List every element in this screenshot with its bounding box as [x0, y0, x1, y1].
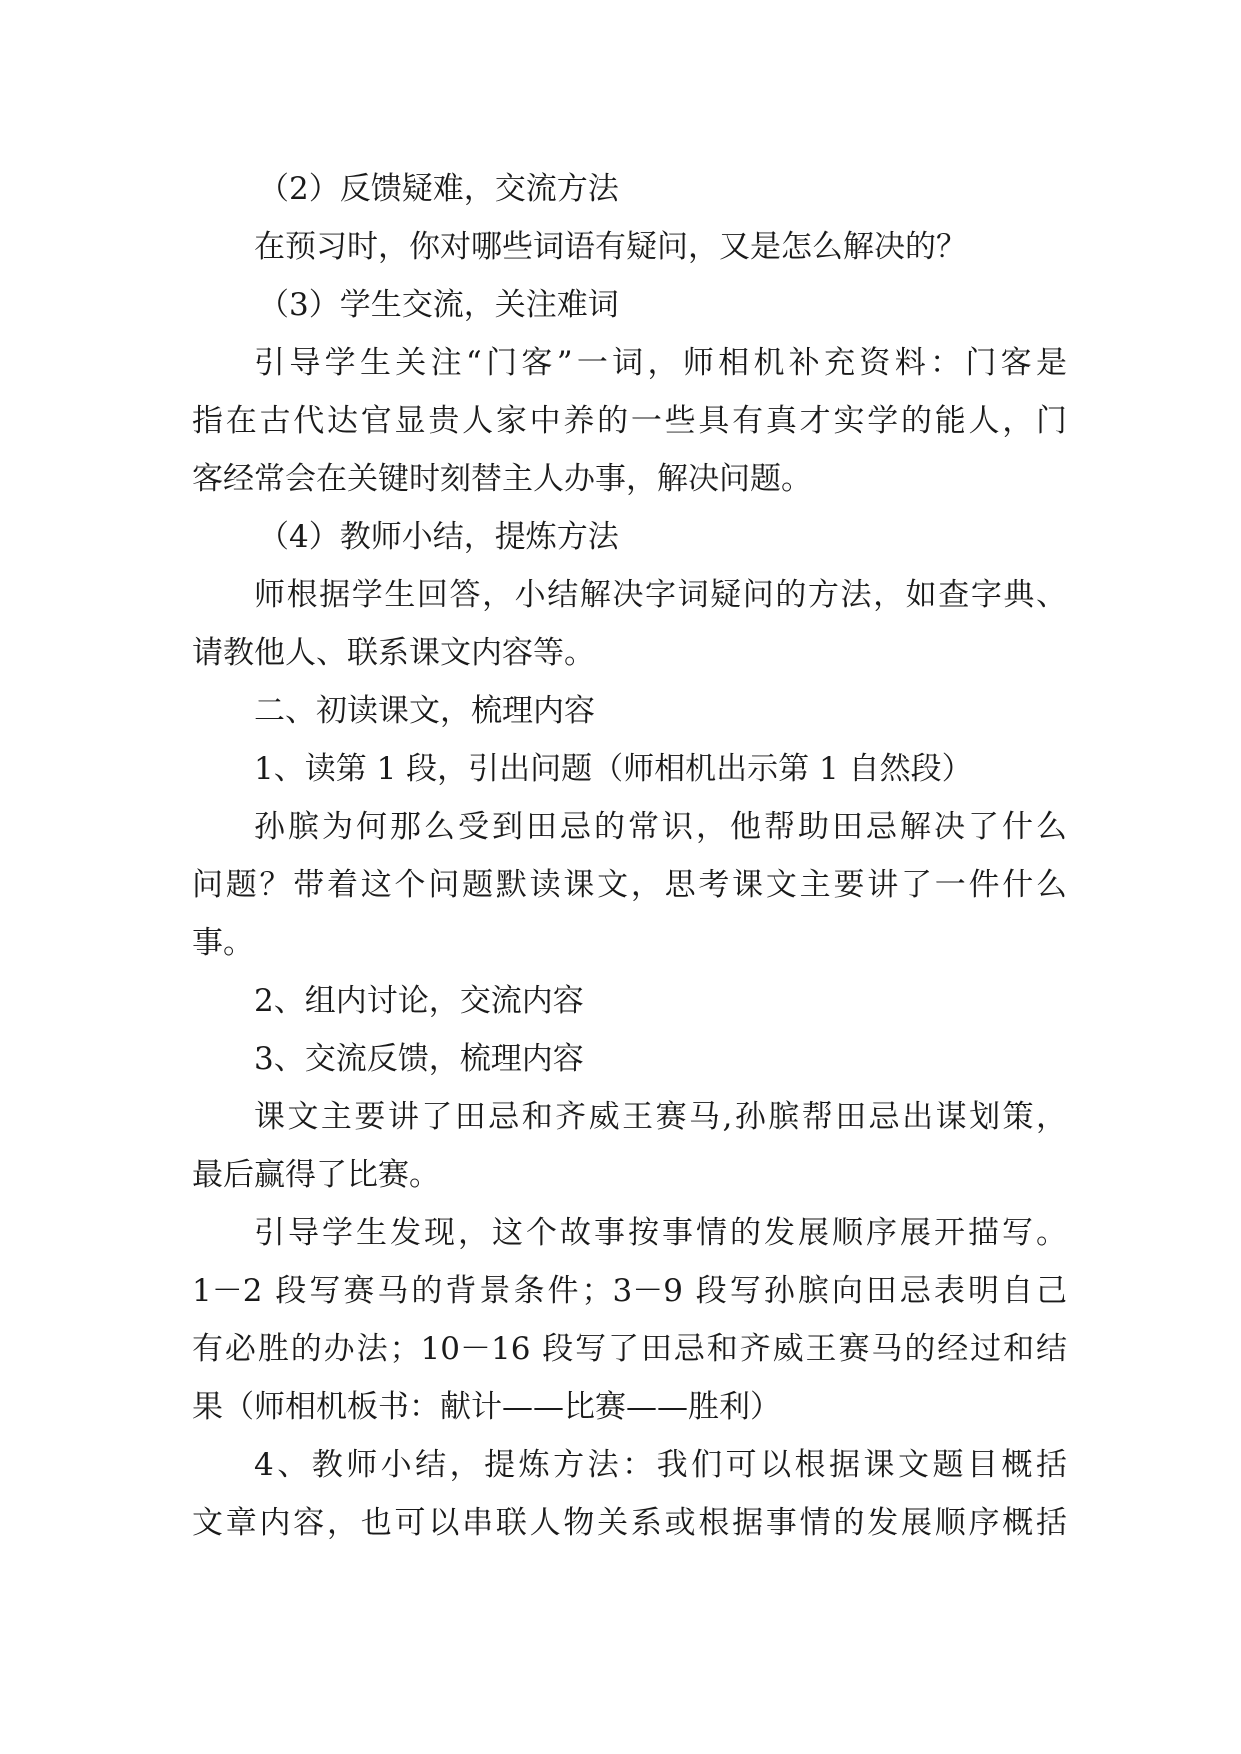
paragraph-line: 问题？带着这个问题默读课文，思考课文主要讲了一件什么	[192, 867, 1067, 903]
paragraph-line: 指在古代达官显贵人家中养的一些具有真才实学的能人，门	[192, 403, 1067, 439]
paragraph-line: 果（师相机板书：献计——比赛——胜利）	[192, 1389, 781, 1425]
paragraph-line: 事。	[192, 925, 254, 961]
step-heading-feedback: 3、交流反馈，梳理内容	[254, 1041, 584, 1077]
paragraph-line: 在预习时，你对哪些词语有疑问，又是怎么解决的？	[254, 229, 967, 265]
paragraph-line: 1－2 段写赛马的背景条件；3－9 段写孙膑向田忌表明自己	[192, 1273, 1067, 1309]
subheading-exchange: （3）学生交流，关注难词	[258, 287, 619, 323]
paragraph-line: 引导学生发现，这个故事按事情的发展顺序展开描写。	[254, 1215, 1067, 1251]
paragraph-line: 文章内容，也可以串联人物关系或根据事情的发展顺序概括	[192, 1505, 1067, 1541]
step-heading-teacher-summary: 4、教师小结，提炼方法：我们可以根据课文题目概括	[254, 1447, 1067, 1483]
subheading-feedback: （2）反馈疑难，交流方法	[258, 171, 619, 207]
paragraph-line: 客经常会在关键时刻替主人办事，解决问题。	[192, 461, 812, 497]
paragraph-line: 课文主要讲了田忌和齐威王赛马,孙膑帮田忌出谋划策，	[254, 1099, 1067, 1135]
paragraph-line: 孙膑为何那么受到田忌的常识，他帮助田忌解决了什么	[254, 809, 1067, 845]
paragraph-line: 有必胜的办法；10－16 段写了田忌和齐威王赛马的经过和结	[192, 1331, 1067, 1367]
paragraph-line: 最后赢得了比赛。	[192, 1157, 440, 1193]
step-heading-group-discussion: 2、组内讨论，交流内容	[254, 983, 584, 1019]
paragraph-line: 引导学生关注“门客”一词，师相机补充资料：门客是	[254, 345, 1067, 381]
subheading-summary: （4）教师小结，提炼方法	[258, 519, 619, 555]
step-heading-read-paragraph-1: 1、读第 1 段，引出问题（师相机出示第 1 自然段）	[254, 751, 973, 787]
section-heading-first-reading: 二、初读课文，梳理内容	[254, 693, 595, 729]
paragraph-line: 师根据学生回答，小结解决字词疑问的方法，如查字典、	[254, 577, 1067, 613]
paragraph-line: 请教他人、联系课文内容等。	[192, 635, 595, 671]
document-body	[192, 160, 1067, 1552]
